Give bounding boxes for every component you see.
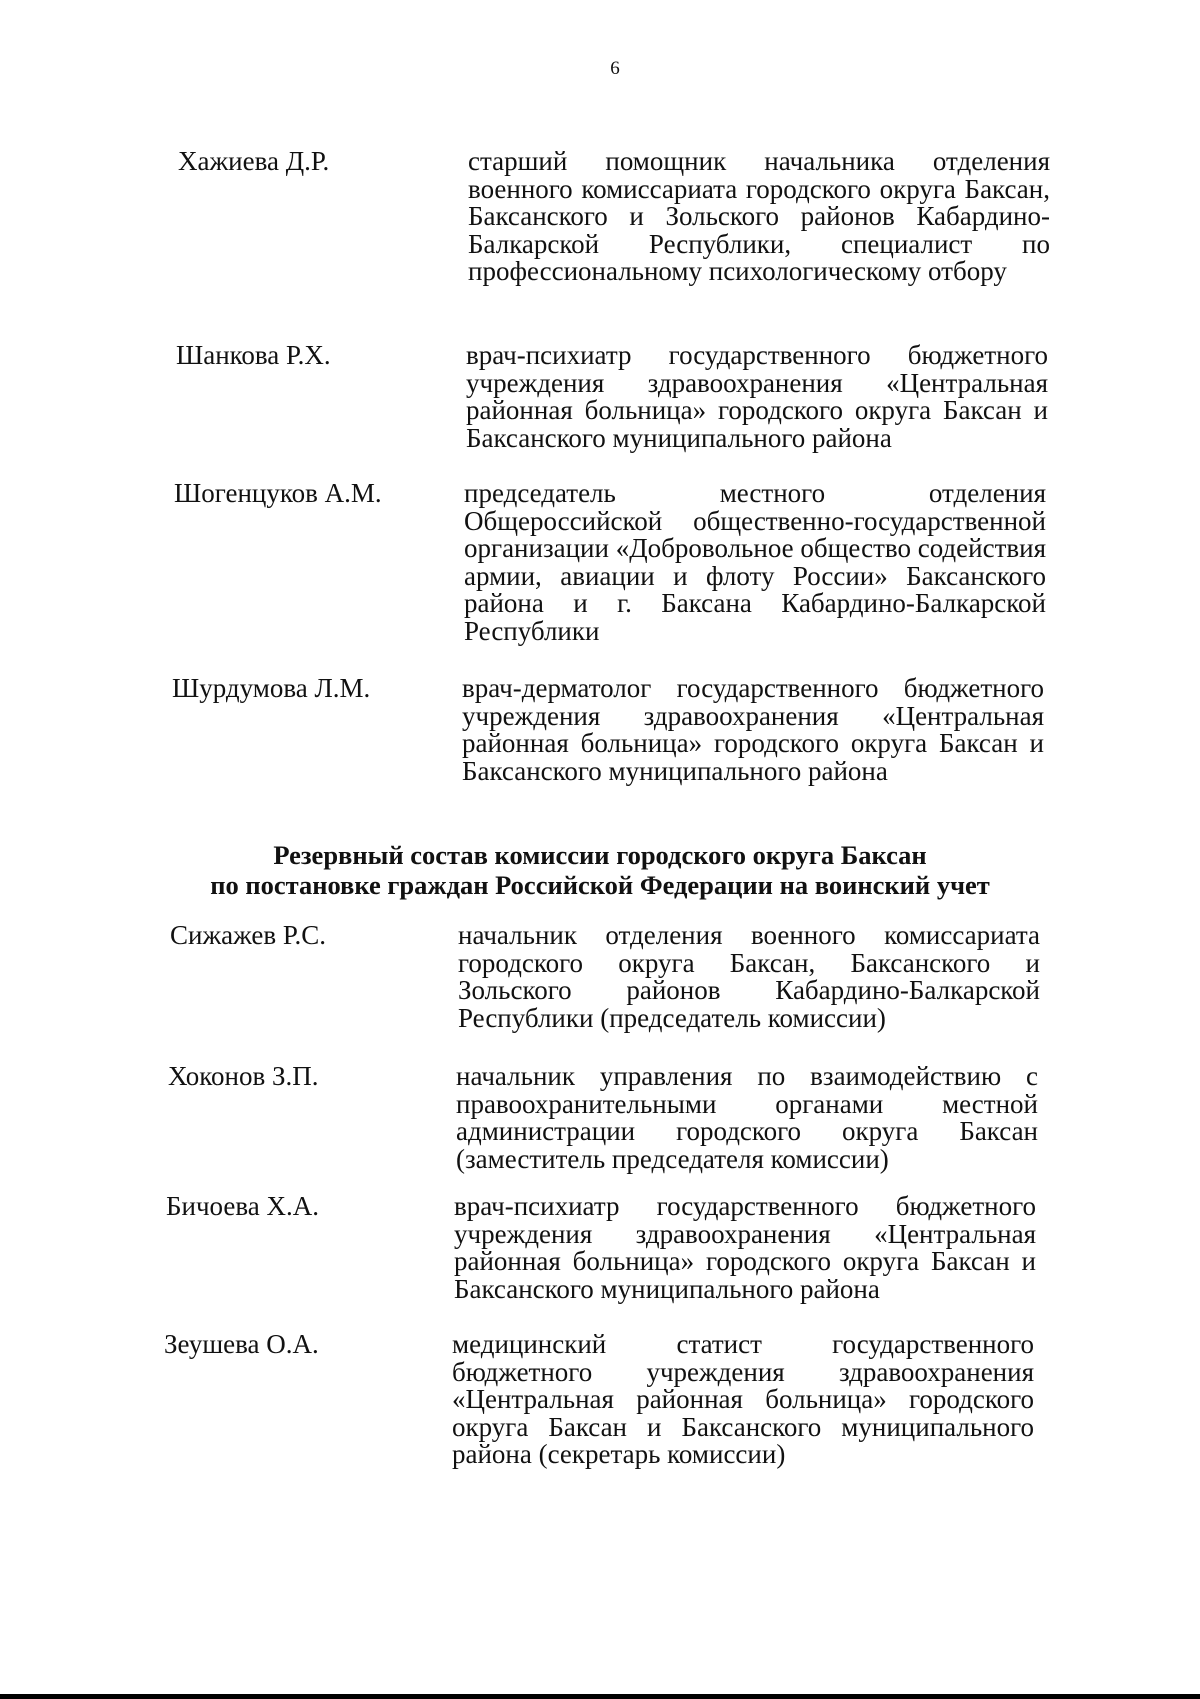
member-position: председатель местного отделения Общероссийской общественно-государственной организации «Добровольное общество содействия армии, авиации и флоту России» Баксанского района и г. Баксана Кабардино-Балкарской Республики (464, 478, 1046, 646)
member-position: старший помощник начальника отделения военного комиссариата городского округа Баксан, Баксанского и Зольского районов Кабардино-Балкарской Республики, специалист по профессиональному психологическому отбору (468, 146, 1050, 286)
scan-bottom-edge (0, 1694, 1200, 1699)
member-name: Шурдумова Л.М. (172, 673, 371, 703)
member-position: врач-психиатр государственного бюджетного учреждения здравоохранения «Центральная районная больница» городского округа Баксан и Баксанского муниципального района (466, 340, 1048, 453)
member-position: начальник управления по взаимодействию с правоохранительными органами местной администрации городского округа Баксан (заместитель председателя комиссии) (456, 1061, 1038, 1174)
member-position: медицинский статист государственного бюджетного учреждения здравоохранения «Центральная районная больница» городского округа Баксан и Баксанского муниципального района (секретарь комиссии) (452, 1329, 1034, 1469)
member-name: Шанкова Р.Х. (176, 340, 331, 370)
member-name: Шогенцуков А.М. (174, 478, 382, 508)
member-position: врач-дерматолог государственного бюджетного учреждения здравоохранения «Центральная районная больница» городского округа Баксан и Баксанского муниципального района (462, 673, 1044, 786)
member-name: Хажиева Д.Р. (178, 146, 330, 176)
page-number: 6 (610, 58, 620, 79)
member-name: Хоконов З.П. (168, 1061, 319, 1091)
reserve-heading-line-1: Резервный состав комиссии городского округа Баксан (273, 840, 927, 870)
reserve-section-heading (0, 840, 1200, 900)
member-position: врач-психиатр государственного бюджетного учреждения здравоохранения «Центральная районная больница» городского округа Баксан и Баксанского муниципального района (454, 1191, 1036, 1304)
member-name: Бичоева Х.А. (166, 1191, 319, 1221)
member-name: Сижажев Р.С. (170, 920, 327, 950)
member-position: начальник отделения военного комиссариата городского округа Баксан, Баксанского и Зольского районов Кабардино-Балкарской Республики (председатель комиссии) (458, 920, 1040, 1033)
reserve-heading-line-2: по постановке граждан Российской Федерации на воинский учет (210, 870, 990, 900)
member-name: Зеушева О.А. (164, 1329, 319, 1359)
